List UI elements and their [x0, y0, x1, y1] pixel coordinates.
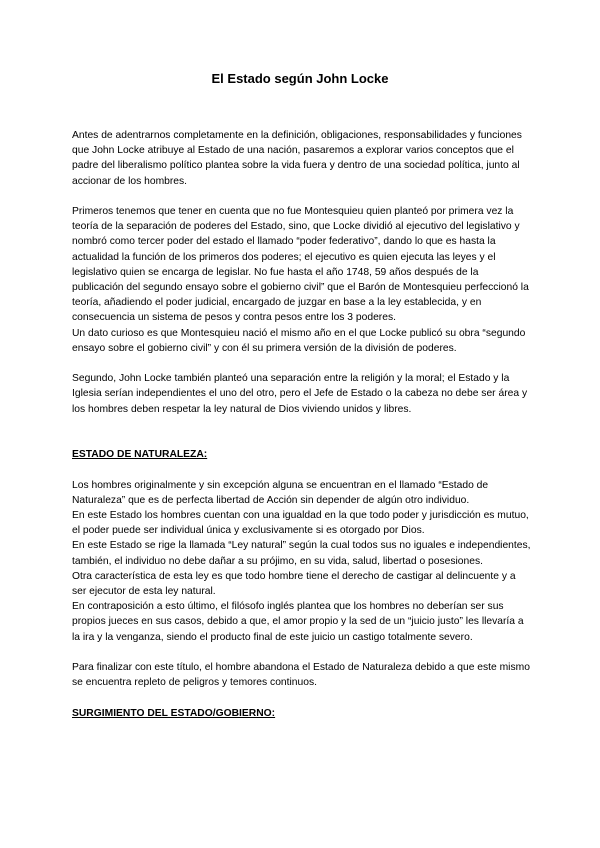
intro-paragraph: Antes de adentrarnos completamente en la definición, obligaciones, responsabilidades y funciones que John Locke atribuye al Estado de una nación, pasaremos a explorar varios conceptos que el padre del liberalismo político plantea sobre la vida fuera y dentro de una sociedad política, junto al accionar de los hombres. — [72, 130, 522, 187]
naturaleza-paragraph-3: En este Estado se rige la llamada “Ley natural” según la cual todos sus no iguales e independientes, también, el individuo no debe dañar a su prójimo, en su vida, salud, libertad o posesiones. — [72, 540, 531, 567]
naturaleza-paragraph-2: En este Estado los hombres cuentan con una igualdad en la que todo poder y jurisdicción es mutuo, el poder puede ser individual única y exclusivamente si es otorgado por Dios. — [72, 510, 529, 537]
spacer — [72, 356, 532, 371]
separation-of-powers-paragraph: Primeros tenemos que tener en cuenta que no fue Montesquieu quien planteó por primera vez la teoría de la separación de poderes del Estado, sino, que Locke dividió al ejecutivo del legislativo y nombró como tercer poder del estado el llamado “poder federativo”, dando lo que es hasta la actualidad la función de los primeros dos poderes; el ejecutivo es quien ejecuta las leyes y el legislativo quien se encarga de legislar. No fue hasta el año 1748, 59 años después de la publicación del segundo ensayo sobre el gobierno civil” que el Barón de Montesquieu perfeccionó la teoría, añadiendo el poder judicial, encargado de juzgar en base a la ley establecida, y en consecuencia un sistema de pesos y contra pesos entre los 3 poderes. — [72, 206, 529, 324]
spacer — [72, 690, 532, 705]
section-heading-surgimiento: SURGIMIENTO DEL ESTADO/GOBIERNO: — [72, 707, 276, 719]
spacer — [72, 432, 532, 447]
montesquieu-fact-paragraph: Un dato curioso es que Montesquieu nació el mismo año en el que Locke publicó su obra “segundo ensayo sobre el gobierno civil” y con él su primera versión de la división de poderes. — [72, 327, 526, 354]
spacer — [72, 462, 532, 477]
section-heading-naturaleza: ESTADO DE NATURALEZA: — [72, 449, 208, 461]
naturaleza-paragraph-4: Otra característica de esta ley es que todo hombre tiene el derecho de castigar al delincuente y a ser ejecutor de esta ley natural. — [72, 570, 516, 598]
naturaleza-paragraph-1: Los hombres originalmente y sin excepción alguna se encuentran en el llamado “Estado de Naturaleza” que es de perfecta libertad de Acción sin depender de algún otro individuo. — [72, 479, 489, 506]
spacer — [72, 645, 532, 660]
conclusion-paragraph: Para finalizar con este título, el hombre abandona el Estado de Naturaleza debido a que este mismo se encuentra repleto de peligros y temores continuos. — [72, 662, 530, 689]
spacer — [72, 417, 532, 432]
spacer — [72, 189, 532, 204]
document-body — [72, 128, 532, 721]
religion-moral-paragraph: Segundo, John Locke también planteó una separación entre la religión y la moral; el Estado y la Iglesia serían independientes el uno del otro, pero el Jefe de Estado o la cabeza no debe ser área y los hombres deben respetar la ley natural de Dios viviendo unidos y libres. — [72, 373, 528, 415]
naturaleza-paragraph-5: En contraposición a esto último, el filósofo inglés plantea que los hombres no deberían ser sus propios jueces en sus casos, debido a que, el amor propio y la sed de un “juicio justo” les llevaría a la ira y la venganza, siendo el producto final de este juicio un castigo totalmente severo. — [72, 601, 524, 643]
document-title: El Estado según John Locke — [211, 71, 389, 86]
